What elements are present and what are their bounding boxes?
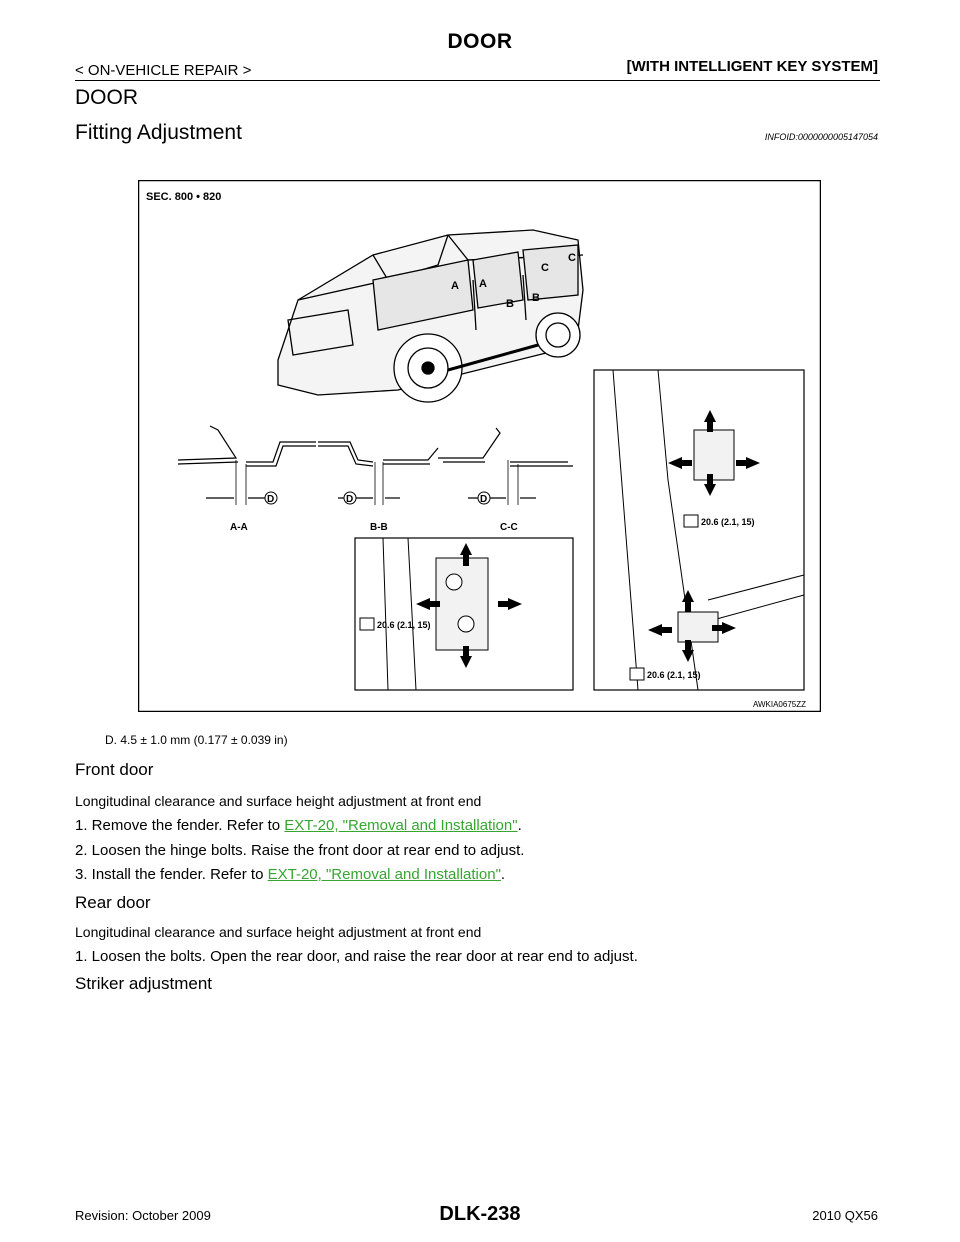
front-door-step-2: 2. Loosen the hinge bolts. Raise the front door at rear end to adjust.	[75, 842, 525, 859]
torque-icon-2	[684, 515, 698, 527]
callout-c2: C	[568, 252, 576, 264]
dimension-note: D. 4.5 ± 1.0 mm (0.177 ± 0.039 in)	[105, 733, 288, 747]
footer-page-number: DLK-238	[439, 1203, 521, 1225]
section-bb-label: B-B	[370, 522, 388, 533]
front-door-desc: Longitudinal clearance and surface height adjustment at front end	[75, 793, 482, 809]
hinge-bolt-2	[458, 616, 474, 632]
callout-a2: A	[479, 278, 487, 290]
footer-revision: Revision: October 2009	[75, 1208, 211, 1223]
callout-b1: B	[506, 298, 514, 310]
period: .	[517, 817, 522, 834]
torque-icon	[360, 618, 374, 630]
dim-d-aa: D	[267, 494, 275, 505]
figure-code: AWKIA0675ZZ	[752, 700, 806, 709]
header-rule	[75, 80, 880, 81]
page-header-title: DOOR	[447, 30, 513, 53]
ext-20-link-2[interactable]: EXT-20, "Removal and Installation"	[267, 866, 501, 883]
rear-door-desc: Longitudinal clearance and surface height adjustment at front end	[75, 924, 482, 940]
dim-d-bb: D	[346, 494, 354, 505]
callout-b2: B	[532, 292, 540, 304]
door-adjustment-figure	[138, 180, 821, 712]
torque-front: 20.6 (2.1, 15)	[377, 620, 431, 630]
front-door-step-1-text: 1. Remove the fender. Refer to	[75, 817, 285, 834]
hinge-bolt-1	[446, 574, 462, 590]
footer-model: 2010 QX56	[812, 1208, 878, 1223]
rear-door-hinge-detail	[594, 370, 804, 690]
section-title: DOOR	[75, 86, 138, 109]
period: .	[500, 866, 506, 883]
rear-door-step-1: 1. Loosen the bolts. Open the rear door, and raise the rear door at rear end to adjust.	[75, 948, 638, 965]
info-id: INFOID:0000000005147054	[764, 132, 878, 142]
torque-rear-upper: 20.6 (2.1, 15)	[701, 517, 755, 527]
striker-heading: Striker adjustment	[75, 974, 212, 993]
front-door-hinge-detail	[355, 538, 573, 690]
header-breadcrumb: < ON-VEHICLE REPAIR >	[75, 62, 252, 79]
front-door-step-1	[75, 817, 522, 834]
callout-a1: A	[451, 280, 459, 292]
rear-door-heading: Rear door	[75, 893, 151, 912]
front-door-heading: Front door	[75, 760, 154, 779]
torque-rear-lower: 20.6 (2.1, 15)	[647, 670, 701, 680]
ext-20-link-1[interactable]: EXT-20, "Removal and Installation"	[284, 817, 518, 834]
figure-sec-label: SEC. 800 • 820	[146, 191, 222, 203]
callout-c1: C	[541, 262, 549, 274]
section-cc-label: C-C	[500, 522, 518, 533]
front-door-step-3	[75, 866, 505, 883]
section-aa-label: A-A	[230, 522, 248, 533]
dim-d-cc: D	[480, 494, 488, 505]
front-door-step-3-text: 3. Install the fender. Refer to	[75, 866, 268, 883]
torque-icon-3	[630, 668, 644, 680]
header-system: [WITH INTELLIGENT KEY SYSTEM]	[626, 58, 878, 75]
subsection-title: Fitting Adjustment	[75, 121, 242, 144]
